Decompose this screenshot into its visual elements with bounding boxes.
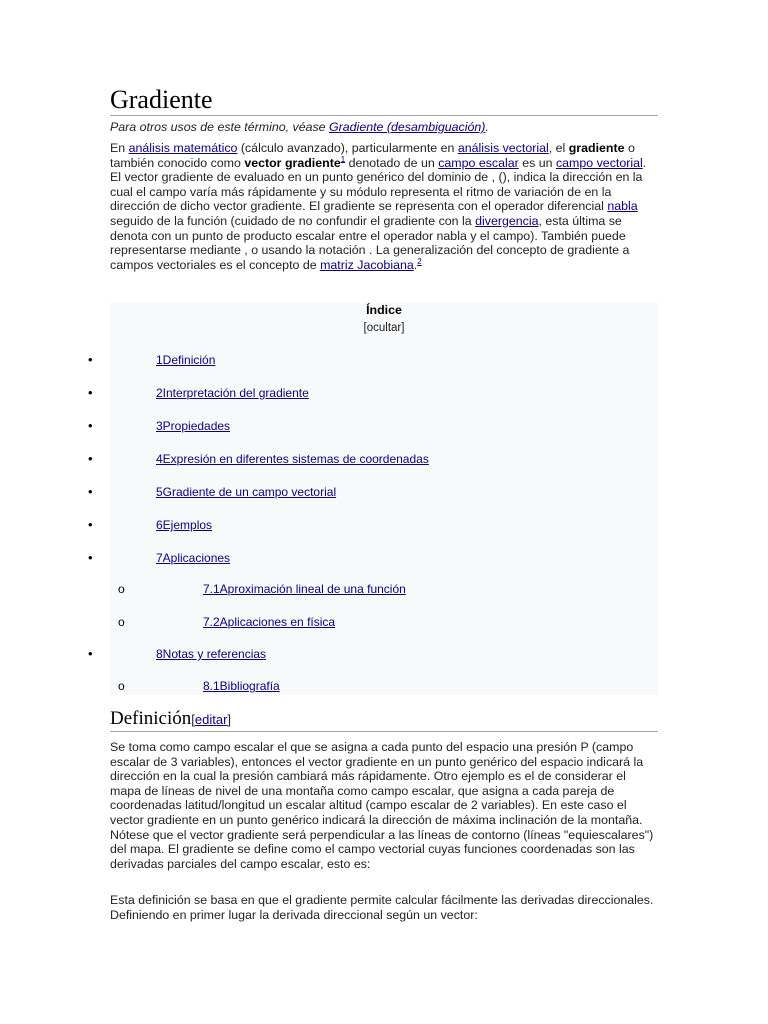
section-heading-definicion [110,708,231,730]
toc-item-aplicaciones-fisica[interactable]: 7.2Aplicaciones en física [203,615,336,629]
reference-2[interactable]: 2 [417,256,422,266]
toc-bullet: • [88,646,93,661]
definicion-paragraph-2: Esta definición se basa en que el gradiente permite calcular fácilmente las derivadas direccionales. Definiendo en primer lugar la derivada direccional según un vector: [110,893,654,922]
link-campo-escalar[interactable]: campo escalar [438,155,519,170]
toc-item-campo-vectorial[interactable]: 5Gradiente de un campo vectorial [156,485,337,499]
intro-text: o también conocido como [110,141,635,170]
toc-item-aproximacion-lineal[interactable]: 7.1Aproximación lineal de una función [203,582,406,596]
link-analisis-vectorial[interactable]: análisis vectorial [457,141,549,155]
toc-sub-bullet: o [118,679,125,693]
intro-text: seguido de la función (cuidado de no confundir el gradiente con la [110,213,476,228]
disambiguation-link[interactable]: Gradiente (desambiguación) [329,120,486,134]
toc-item-aplicaciones[interactable]: 7Aplicaciones [156,551,231,565]
toc-item-definicion[interactable]: 1Definición [156,353,216,367]
edit-section [191,712,231,727]
toc-item-propiedades[interactable]: 3Propiedades [156,419,231,433]
section-divider [110,731,658,732]
hatnote [110,120,658,135]
toc-bullet: • [88,352,93,367]
toc-bullet: • [88,385,93,400]
link-analisis-matematico[interactable]: análisis matemático [128,141,238,155]
link-matriz-jacobiana[interactable]: matriz Jacobiana [320,257,414,272]
intro-text: denotado de un [345,155,439,170]
toc-bullet: • [88,517,93,532]
link-campo-vectorial[interactable]: campo vectorial [555,155,643,170]
toc-bullet: • [88,451,93,466]
intro-text: . [413,257,418,272]
hatnote-prefix: Para otros usos de este término, véase [110,120,330,134]
intro-text: , el [548,141,569,155]
reference-1[interactable]: 1 [340,154,346,164]
toc-item-notas-referencias[interactable]: 8Notas y referencias [156,647,267,661]
edit-bracket: [ [191,712,195,727]
toc-item-expresion[interactable]: 4Expresión en diferentes sistemas de coordenadas [156,452,429,466]
toc-item-interpretacion[interactable]: 2Interpretación del gradiente [156,386,309,400]
edit-section-link[interactable]: editar [194,712,228,727]
toc-sub-bullet: o [118,582,125,596]
intro-text: . El vector gradiente de evaluado en un punto genérico del dominio de , (), indica la dirección en la cual el campo varía más rápidamente y su módulo representa el ritmo de variación de en la dirección de dicho vector gradiente. El gradiente se representa con el operador diferencial [110,155,647,214]
toc-toggle [110,322,658,334]
hatnote-suffix: . [485,120,489,134]
section-heading-text: Definición [110,708,192,729]
title-divider [110,115,658,116]
definicion-paragraph-1: Se toma como campo escalar el que se asigna a cada punto del espacio una presión P (campo escalar de 3 variables), entonces el vector gradiente en un punto genérico del espacio indicará la dirección en la cual la presión cambiará más rápidamente. Otro ejemplo es el de considerar el mapa de líneas de nivel de una montaña como campo escalar, que asigna a cada pareja de coordenadas latitud/longitud un escalar altitud (campo escalar de 2 variables). En este caso el vector gradiente en un punto genérico indicará la dirección de máxima inclinación de la montaña. Nótese que el vector gradiente será perpendicular a las líneas de contorno (líneas "equiescalares") del mapa. El gradiente se define como el campo vectorial cuyas funciones coordenadas son las derivadas parciales del campo escalar, esto es: [110,740,654,871]
toc-hide-button[interactable]: ocultar [366,322,402,334]
toc-bullet: • [88,418,93,433]
intro-text: es un [518,155,556,170]
edit-bracket: ] [227,712,232,727]
page-title: Gradiente [110,85,213,114]
intro-text: , esta última se denota con un punto de producto escalar entre el operador nabla y el campo). También puede representarse mediante , o usando la notación . La generalización del concepto de gradiente a campos vectoriales es el concepto de [110,213,630,272]
toc-item-bibliografia[interactable]: 8.1Bibliografía [203,679,280,693]
toc-title: Índice [366,303,402,317]
link-divergencia[interactable]: divergencia [475,213,539,228]
toc-item-ejemplos[interactable]: 6Ejemplos [156,518,213,532]
term-vector-gradiente: vector gradiente [244,155,341,170]
toc-sub-bullet: o [118,615,125,629]
intro-text: En [110,141,129,155]
link-nabla[interactable]: nabla [607,199,638,214]
toc-bullet: • [88,550,93,565]
term-gradiente: gradiente [568,141,625,155]
toc-bullet: • [88,484,93,499]
intro-text: (cálculo avanzado), particularmente en [237,141,458,155]
toc-toggle-bracket: [ [363,322,367,334]
intro-paragraph [110,141,658,272]
toc-toggle-bracket: ] [401,322,405,334]
